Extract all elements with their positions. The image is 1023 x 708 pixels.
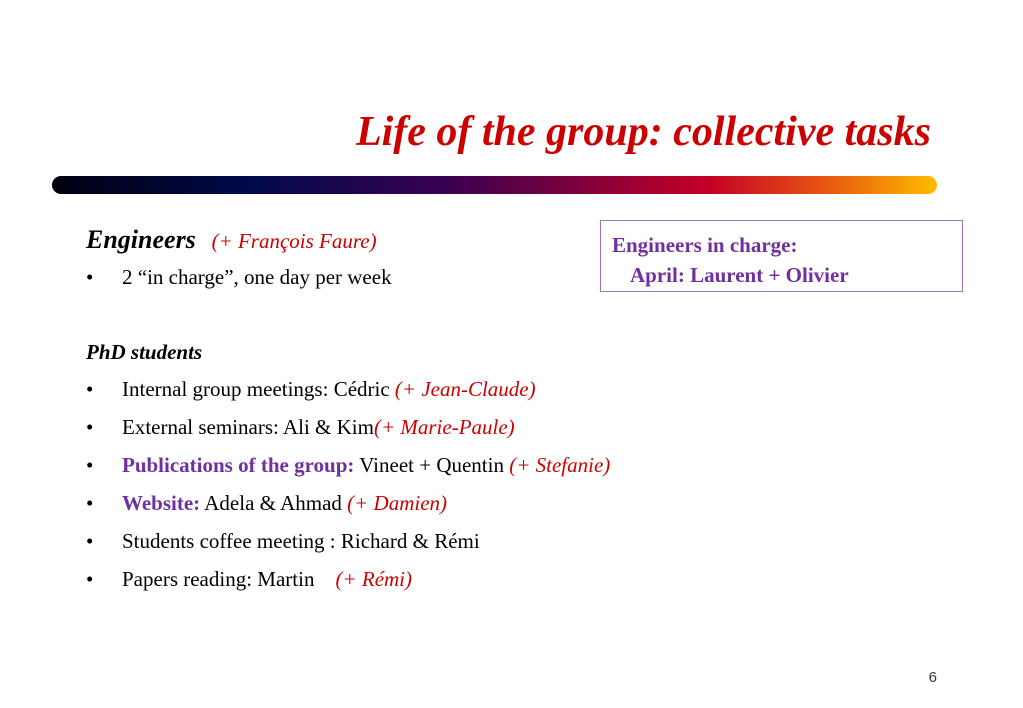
list-item-publications xyxy=(86,446,610,484)
bullet-icon: • xyxy=(86,377,94,401)
list-item-engineers-in-charge xyxy=(86,258,610,296)
list-item-note: (+ Marie-Paule) xyxy=(373,415,515,439)
engineers-in-charge-box xyxy=(600,220,963,292)
list-item-internal-meetings xyxy=(86,370,610,408)
list-item-coffee-meeting xyxy=(86,522,610,560)
list-item-website xyxy=(86,484,610,522)
list-item-text: Adela & Ahmad xyxy=(200,491,348,515)
note-box-line-2: April: Laurent + Olivier xyxy=(630,263,849,287)
list-item-papers-reading xyxy=(86,560,610,598)
list-item-text: 2 “in charge”, one day per week xyxy=(122,265,392,289)
bullet-icon: • xyxy=(86,415,94,439)
note-box-line-1: Engineers in charge: xyxy=(612,233,798,257)
list-item-text: Internal group meetings: Cédric xyxy=(122,377,395,401)
bullet-icon: • xyxy=(86,491,94,515)
slide-content xyxy=(86,222,610,598)
engineers-note: (+ François Faure) xyxy=(211,229,377,253)
list-item-text: Papers reading: Martin xyxy=(122,567,336,591)
page-number: 6 xyxy=(928,669,937,686)
slide-title: Life of the group: collective tasks xyxy=(355,109,931,155)
list-item-text: External seminars: Ali & Kim xyxy=(122,415,374,439)
title-gradient-bar xyxy=(52,176,937,194)
list-item-note: (+ Jean-Claude) xyxy=(394,377,536,401)
list-item-highlight: Publications of the group: xyxy=(122,453,355,477)
bullet-icon: • xyxy=(86,265,94,289)
bullet-icon: • xyxy=(86,453,94,477)
list-item-text: Vineet + Quentin xyxy=(354,453,510,477)
list-item-note: (+ Damien) xyxy=(347,491,448,515)
bullet-icon: • xyxy=(86,567,94,591)
list-item-note: (+ Stefanie) xyxy=(509,453,611,477)
list-item-text: Students coffee meeting : Richard & Rémi xyxy=(122,529,480,553)
list-item-highlight: Website: xyxy=(122,491,201,515)
bullet-icon: • xyxy=(86,529,94,553)
phd-students-heading: PhD students xyxy=(86,340,203,364)
list-item-external-seminars xyxy=(86,408,610,446)
engineers-section-heading xyxy=(86,222,610,258)
list-item-note: (+ Rémi) xyxy=(335,567,413,591)
engineers-heading: Engineers xyxy=(86,225,196,254)
